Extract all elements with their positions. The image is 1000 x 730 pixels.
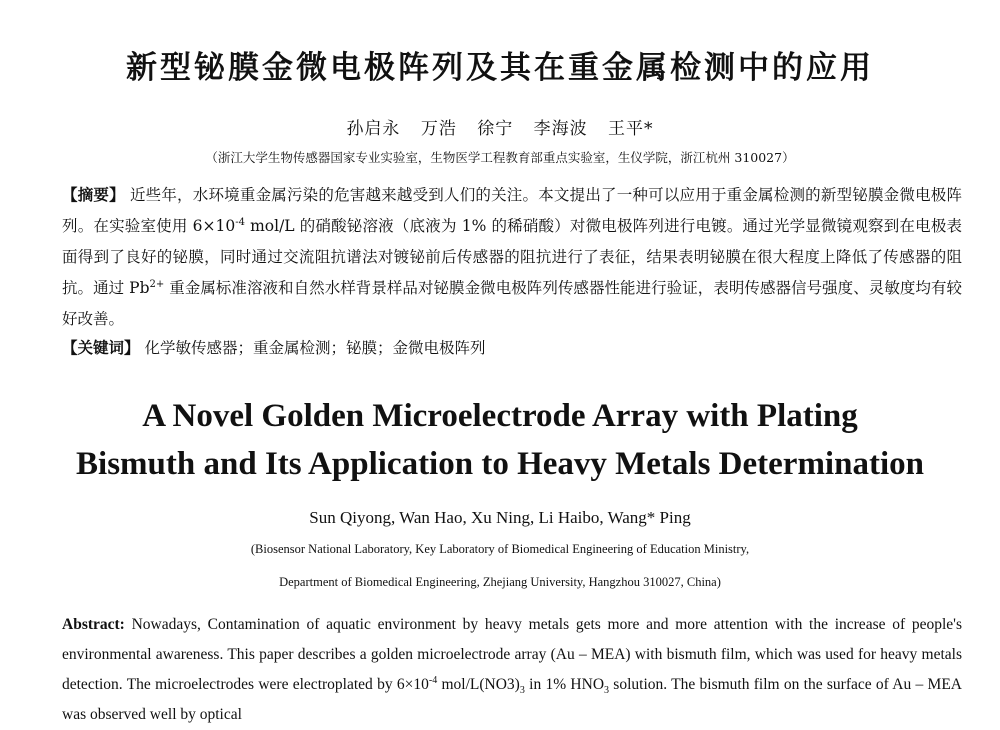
- chinese-affiliation: （浙江大学生物传感器国家专业实验室，生物医学工程教育部重点实验室，生仪学院，浙江杭州 310027）: [205, 150, 795, 165]
- english-abstract-exponent-1: -4: [428, 674, 438, 686]
- english-title-line-1: A Novel Golden Microelectrode Array with Plating: [142, 398, 858, 434]
- english-affiliation-line-1: (Biosensor National Laboratory, Key Laboratory of Biomedical Engineering of Education Ministry,: [250, 542, 750, 556]
- english-title: [0, 392, 1000, 488]
- chinese-abstract-text-2: mol/L 的硝酸铋溶液（底液为 1% 的稀硝酸）对微电极阵列进行电镀。通过光学显微镜观察到在电极表面得到了良好的铋膜，同时通过交流阻抗谱法对镀铋前后传感器的阻抗进行了表征，结果表明铋膜在很大程度上降低了传感器的阻抗。通过 Pb: [62, 217, 963, 297]
- chinese-authors: 孙启永 万浩 徐宁 李海波 王平*: [346, 119, 654, 139]
- chinese-keywords-text: 化学敏传感器；重金属检测；铋膜；金微电极阵列: [139, 339, 486, 357]
- chinese-abstract-exponent-1: -4: [235, 216, 245, 228]
- chinese-abstract-label: 【摘要】: [62, 186, 125, 204]
- english-abstract-text-2: mol/L(NO3): [437, 676, 520, 693]
- chinese-abstract-exponent-2: 2+: [149, 278, 165, 290]
- english-affiliation-line-2: Department of Biomedical Engineering, Zhejiang University, Hangzhou 310027, China): [279, 575, 721, 589]
- chinese-keywords-label: 【关键词】: [62, 339, 140, 357]
- english-abstract-subscript-2: 3: [604, 685, 610, 697]
- chinese-keywords: [62, 336, 962, 358]
- english-abstract-text-1: Nowadays, Contamination of aquatic environment by heavy metals gets more and more attention with the increase of people's environmental awareness. This paper describes a golden microelectrode array (Au – MEA) with bismuth film, which was used for heavy metals detection. The microelectrodes were electroplated by 6×10: [62, 616, 962, 693]
- chinese-abstract-text-3: 重金属标准溶液和自然水样背景样品对铋膜金微电极阵列传感器性能进行验证，表明传感器信号强度、灵敏度均有较好改善。: [62, 279, 963, 328]
- chinese-title: 新型铋膜金微电极阵列及其在重金属检测中的应用: [126, 50, 874, 86]
- chinese-abstract-text-1: 近些年，水环境重金属污染的危害越来越受到人们的关注。本文提出了一种可以应用于重金属检测的新型铋膜金微电极阵列。在实验室使用 6×10: [62, 186, 962, 235]
- chinese-abstract: [62, 180, 962, 335]
- english-abstract: [62, 610, 962, 730]
- english-abstract-text-4: solution. The bismuth film on the surface of Au – MEA was observed well by optical: [62, 676, 962, 723]
- english-authors: Sun Qiyong, Wan Hao, Xu Ning, Li Haibo, Wang* Ping: [309, 508, 691, 527]
- english-title-line-2: Bismuth and Its Application to Heavy Metals Determination: [76, 446, 924, 482]
- english-abstract-text-3: in 1% HNO: [524, 676, 605, 693]
- english-abstract-label: Abstract:: [62, 616, 125, 633]
- english-abstract-subscript-1: 3: [519, 685, 525, 697]
